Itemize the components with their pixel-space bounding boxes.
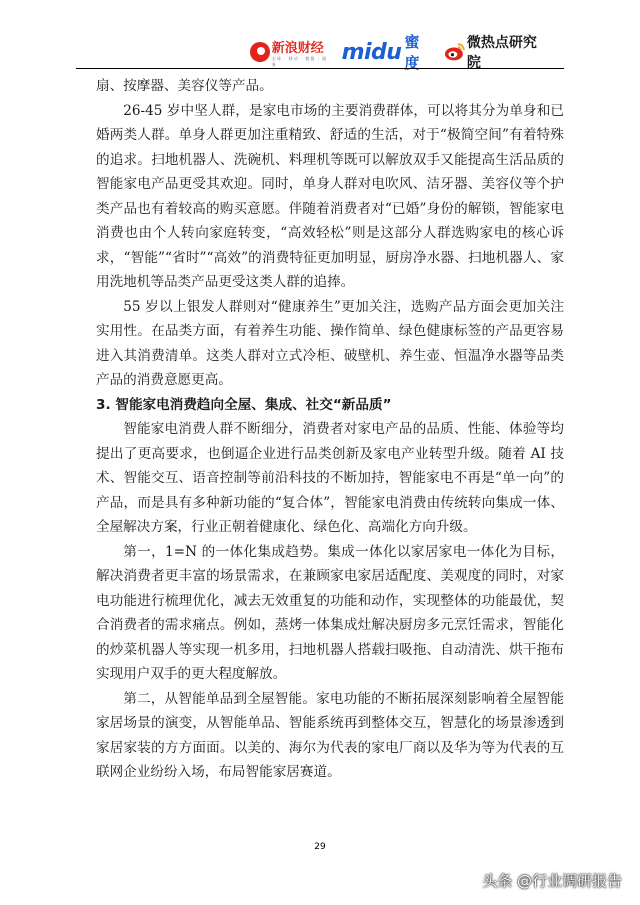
weibo-logo-text: 微热点研究院 (466, 35, 537, 71)
paragraph: 55 岁以上银发人群则对“健康养生”更加关注，选购产品方面会更加关注实用性。在品类方面，有着养生功能、操作简单、绿色健康标签的产品更容易进入其消费清单。这类人群对立式冷柜、破壁机、养生壶、恒温净水器等品类产品的消费意愿更高。 (96, 298, 564, 388)
weibo-icon (444, 42, 466, 62)
sina-finance-logo (250, 37, 332, 68)
page-number: 29 (314, 842, 326, 852)
sina-eye-icon (250, 42, 270, 62)
paragraph: 第二，从智能单品到全屋智能。家电功能的不断拓展深刻影响着全屋智能家居场景的演变，从智能单品、智能系统再到整体交互，智慧化的场景渗透到家居家装的方方面面。以美的、海尔为代表的家电厂商以及华为等为代表的互联网企业纷纷入场，布局智能家居赛道。 (96, 690, 564, 780)
document-body (96, 74, 564, 785)
midu-logo-cn: 蜜度 (404, 33, 420, 72)
weibo-hotspot-logo (444, 32, 550, 72)
sina-logo-subtitle: 全球 · 移动 · 数据 · 服务 (271, 55, 328, 67)
paragraph: 第一，1=N 的一体化集成趋势。集成一体化以家居家电一体化为目标，解决消费者更丰富的场景需求，在兼顾家电家居适配度、美观度的同时，对家电功能进行梳理优化，减去无效重复的功能和动作，实现整体的功能最优，契合消费者的需求痛点。例如，蒸烤一体集成灶解决厨房多元烹饪需求，智能化的炒菜机器人等实现一机多用，扫地机器人搭载扫吸拖、自动清洗、烘干拖布实现用户双手的更大程度解放。 (96, 543, 564, 682)
sina-logo-text: 新浪财经 (271, 40, 324, 56)
section-heading: 3. 智能家电消费趋向全屋、集成、社交“新品质” (96, 396, 392, 413)
paragraph: 扇、按摩器、美容仪等产品。 (96, 78, 273, 94)
midu-logo: midu (341, 39, 402, 65)
paragraph: 智能家电消费人群不断细分，消费者对家电产品的品质、性能、体验等均提出了更高要求，也倒逼企业进行品类创新及家电产业转型升级。随着 AI 技术、智能交互、语音控制等前沿科技的不断加持，智能家电不再是“单一向”的产品，而是具有多种新功能的“复合体”，智能家电消费由传统转向集成一体、全屋解决方案，行业正朝着健康化、绿色化、高端化方向升级。 (96, 421, 564, 535)
header-logos (250, 33, 550, 72)
paragraph: 26-45 岁中坚人群，是家电市场的主要消费群体，可以将其分为单身和已婚两类人群。单身人群更加注重精致、舒适的生活，对于“极简空间”有着特殊的追求。扫地机器人、洗碗机、料理机等既可以解放双手又能提高生活品质的智能家电产品更受其欢迎。同时，单身人群对电吹风、洁牙器、美容仪等个护类产品也有着较高的购买意愿。伴随着消费者对“已婚”身份的解锁，智能家电消费也由个人转向家庭转变，“高效轻松”则是这部分人群选购家电的核心诉求，“智能”“省时”“高效”的消费特征更加明显，厨房净水器、扫地机器人、家用洗地机等品类产品更受这类人群的追捧。 (96, 102, 564, 290)
header-divider (76, 68, 564, 69)
watermark: 头条 @行业调研报告 (482, 872, 622, 890)
